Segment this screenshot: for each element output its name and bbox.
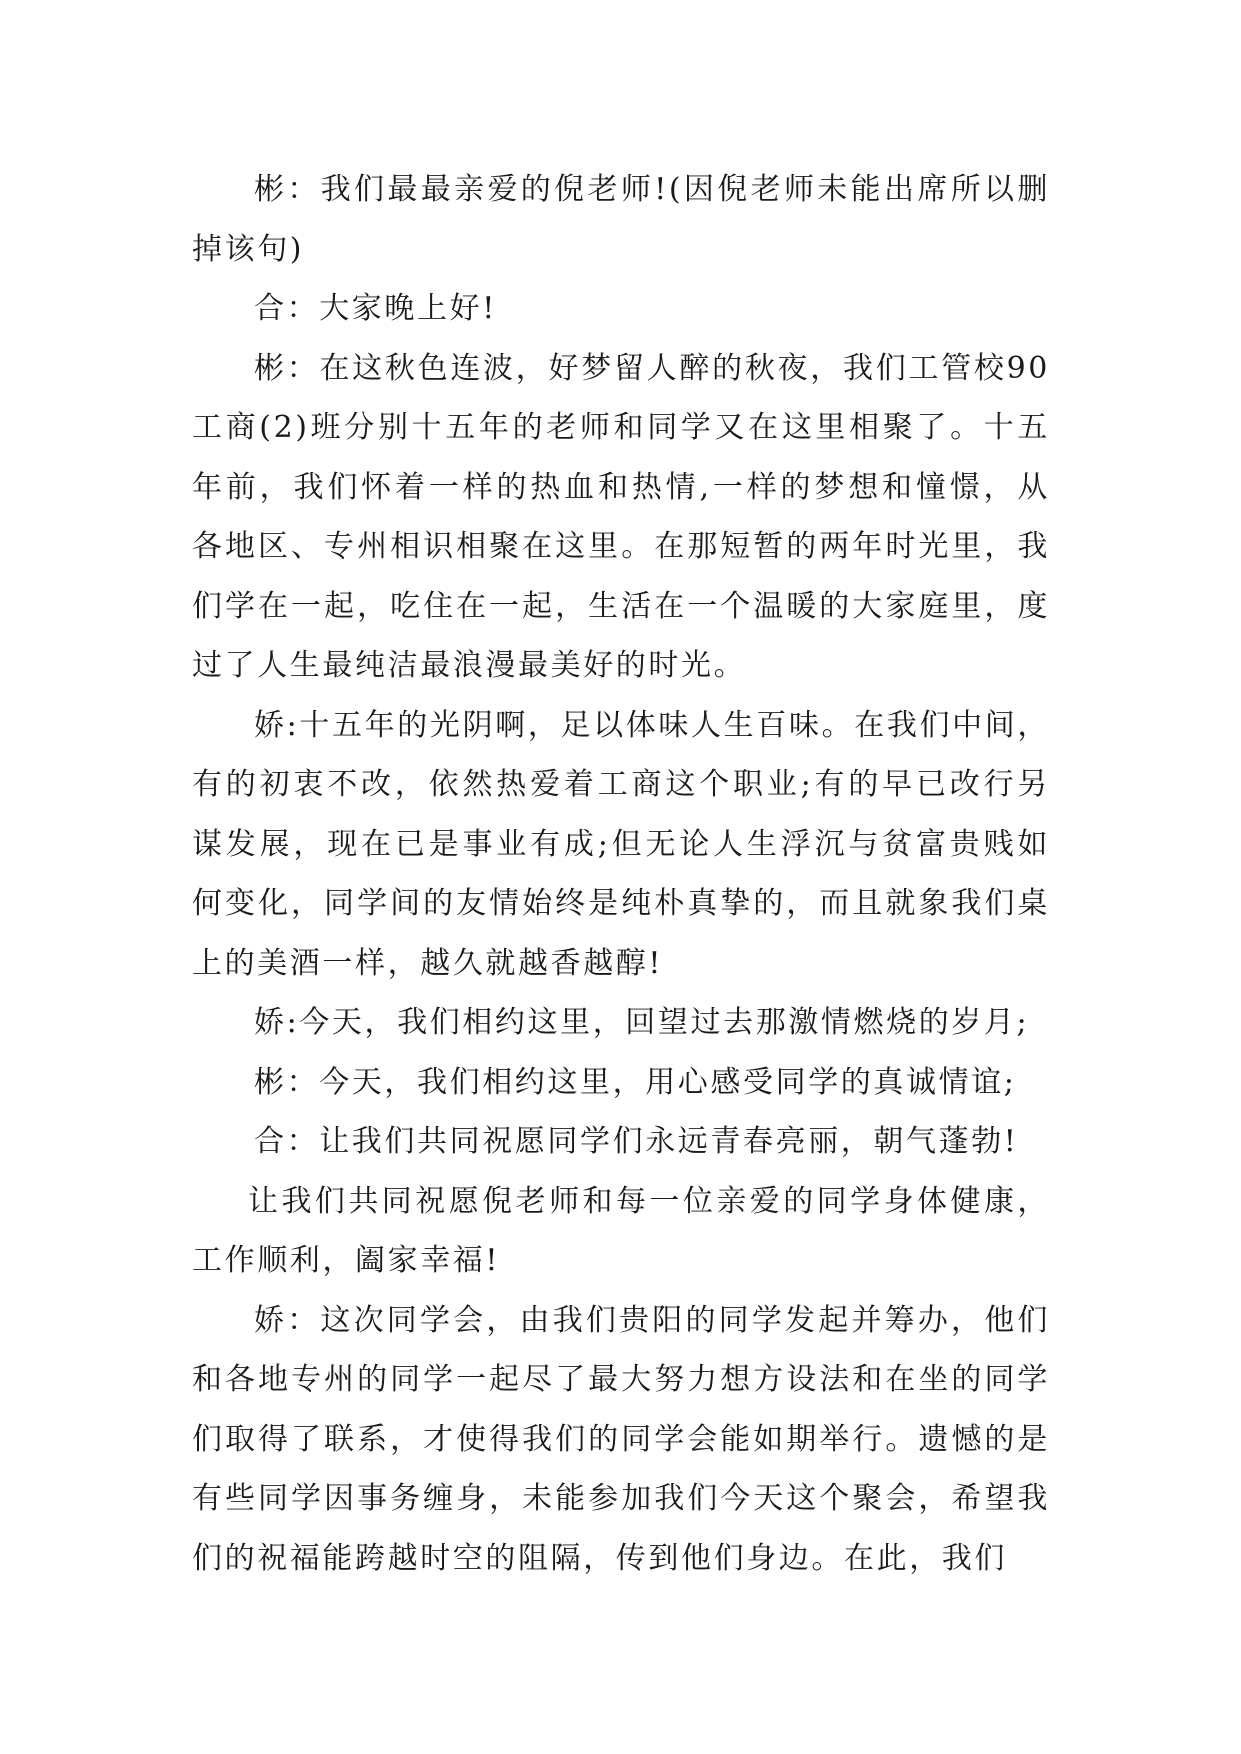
document-page [192,160,1050,1588]
paragraph: 合：让我们共同祝愿同学们永远青春亮丽，朝气蓬勃! [254,1124,1019,1159]
paragraph: 合：大家晚上好! [254,291,497,326]
paragraph: 娇：这次同学会，由我们贵阳的同学发起并筹办，他们和各地专州的同学一起尽了最大努力想方设法和在坐的同学们取得了联系，才使得我们的同学会能如期举行。遗憾的是有些同学因事务缠身，未能参加我们今天这个聚会，希望我们的祝福能跨越时空的阻隔，传到他们身边。在此，我们 [192,1302,1050,1576]
paragraph: 彬：今天，我们相约这里，用心感受同学的真诚情谊; [254,1064,1017,1100]
paragraph: 彬：在这秋色连波，好梦留人醉的秋夜，我们工管校90工商(2)班分别十五年的老师和同学又在这里相聚了。十五年前，我们怀着一样的热血和热情,一样的梦想和憧憬，从各地区、专州相识相聚在这里。在那短暂的两年时光里，我们学在一起，吃住在一起，生活在一个温暖的大家庭里，度过了人生最纯洁最浪漫最美好的时光。 [192,350,1050,683]
paragraph: 彬：我们最最亲爱的倪老师!(因倪老师未能出席所以删掉该句) [192,172,1050,267]
paragraph: 娇:今天，我们相约这里，回望过去那激情燃烧的岁月; [254,1005,1030,1040]
paragraph: 娇:十五年的光阴啊，足以体味人生百味。在我们中间，有的初衷不改，依然热爱着工商这个职业;有的早已改行另谋发展，现在已是事业有成;但无论人生浮沉与贫富贵贱如何变化，同学间的友情始终是纯朴真挚的，而且就象我们桌上的美酒一样，越久就越香越醇! [192,707,1050,981]
paragraph: 让我们共同祝愿倪老师和每一位亲爱的同学身体健康，工作顺利，阖家幸福! [192,1183,1050,1278]
